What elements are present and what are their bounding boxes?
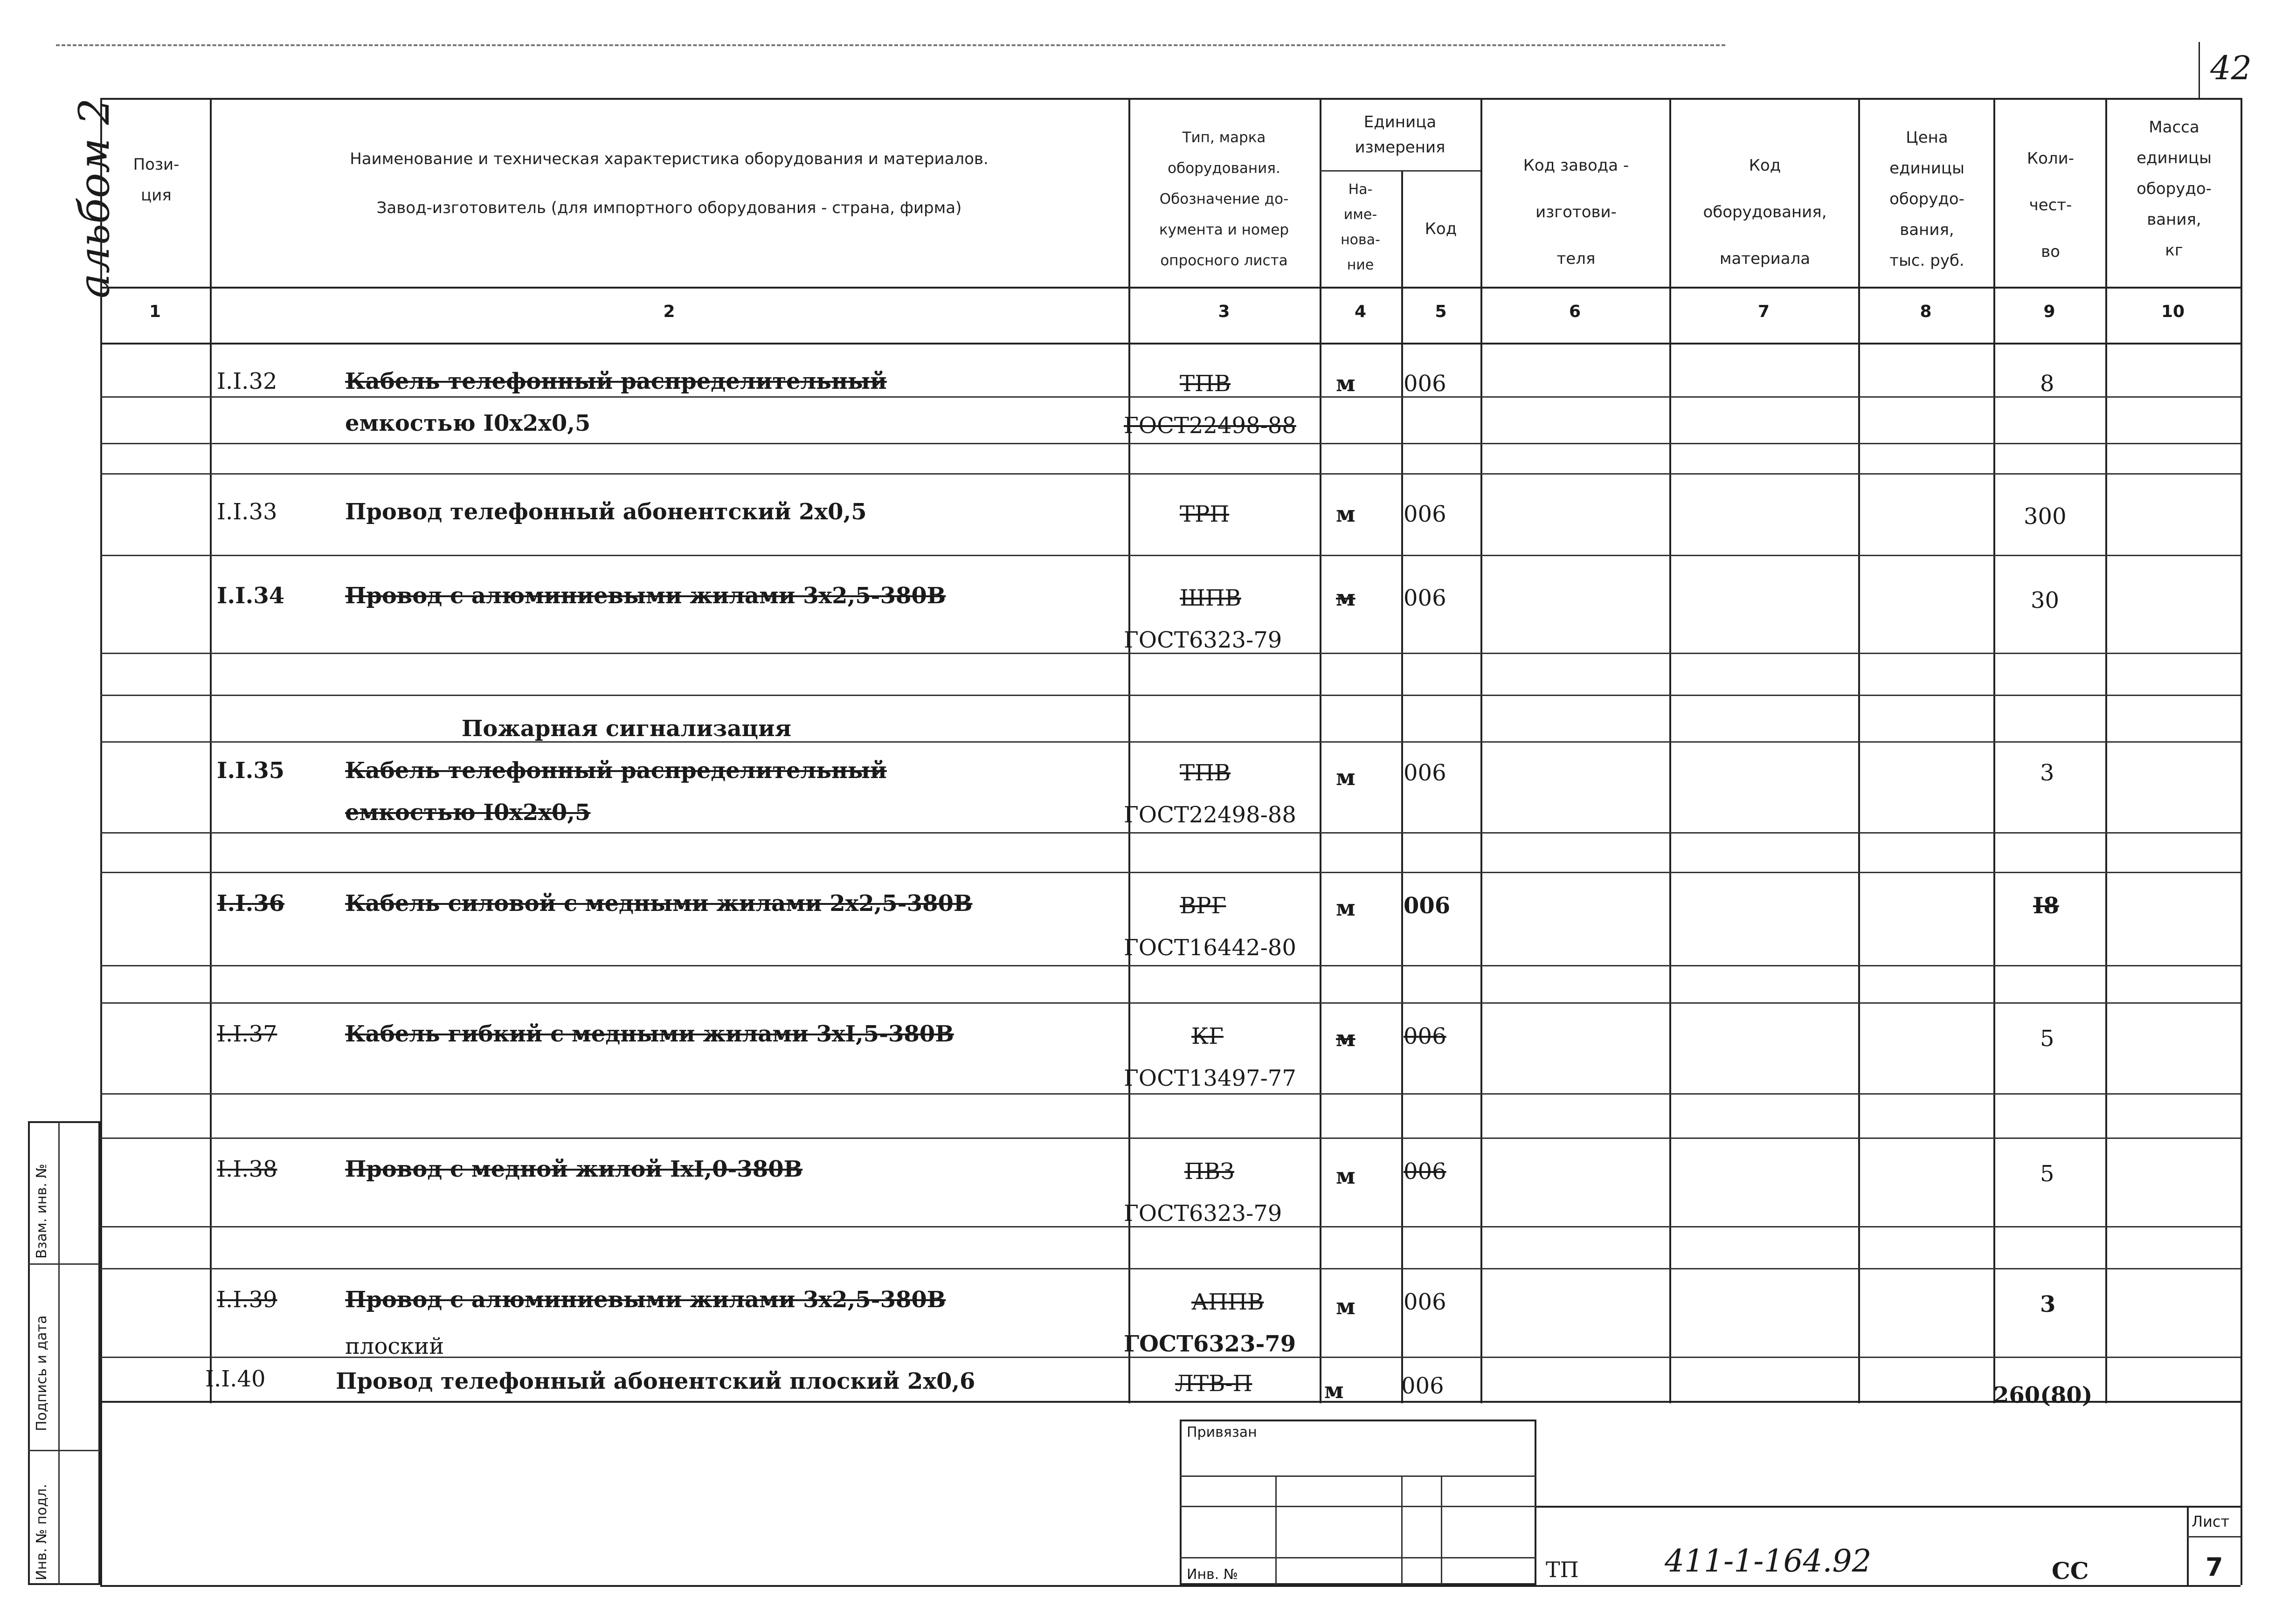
- row-34-qty: 30: [2031, 587, 2060, 613]
- title-block-top: [1536, 1506, 2241, 1508]
- colnum-10: 10: [2161, 302, 2185, 321]
- row-40-unit: м: [1324, 1378, 1344, 1404]
- colnum-bottom: [100, 343, 2241, 345]
- colnum-8: 8: [1920, 302, 1932, 321]
- row-rule: [100, 832, 2241, 834]
- side-stamp-rule: [28, 1450, 100, 1451]
- frame-right: [2241, 98, 2242, 1585]
- colnum-9: 9: [2043, 302, 2055, 321]
- row-34-pos: I.I.34: [217, 583, 285, 609]
- header-unit-name: На- име- нова- ние: [1341, 181, 1380, 273]
- row-rule: [100, 555, 2241, 556]
- table-end-rule: [100, 1401, 2241, 1403]
- stamp-rule: [1180, 1475, 1536, 1477]
- frame-top: [100, 98, 2241, 100]
- unit-subheader-line: [1320, 170, 1480, 172]
- row-32-code: 006: [1404, 371, 1446, 397]
- header-price: Цена единицы оборудо- вания, тыс. руб.: [1889, 128, 1964, 270]
- row-rule: [100, 695, 2241, 696]
- col-line-7: [1858, 98, 1860, 1403]
- row-rule: [100, 473, 2241, 475]
- top-dashed-line: [56, 44, 1725, 46]
- colnum-2: 2: [663, 302, 675, 321]
- row-rule: [100, 872, 2241, 873]
- row-36-type: ВРГ: [1180, 893, 1226, 919]
- row-37-qty: 5: [2040, 1026, 2054, 1052]
- stamp-col: [1441, 1475, 1442, 1585]
- row-32-name2: емкостью I0x2x0,5: [345, 410, 591, 436]
- row-34-code: 006: [1404, 585, 1446, 611]
- row-rule: [100, 965, 2241, 966]
- row-39-code: 006: [1404, 1289, 1446, 1315]
- row-36-gost: ГОСТ16442-80: [1124, 935, 1296, 961]
- row-35-pos: I.I.35: [217, 758, 285, 784]
- row-35-qty: 3: [2040, 760, 2054, 786]
- col-line-8: [1993, 98, 1995, 1403]
- stamp-col: [1401, 1475, 1403, 1585]
- colnum-1: 1: [149, 302, 161, 321]
- row-40-pos: I.I.40: [205, 1366, 266, 1392]
- sheet-number: 7: [2206, 1552, 2223, 1582]
- side-stamp-col: [58, 1121, 60, 1585]
- row-35-unit: м: [1336, 765, 1355, 791]
- row-38-gost: ГОСТ6323-79: [1124, 1200, 1282, 1227]
- header-unit-code: Код: [1425, 220, 1457, 238]
- privyazan-box: [1180, 1420, 1536, 1585]
- row-32-unit: м: [1336, 371, 1355, 397]
- stamp-rule: [1180, 1506, 1536, 1507]
- row-34-name: Провод с алюминиевыми жилами 3x2,5-380В: [345, 583, 946, 609]
- row-33-type: ТРП: [1180, 501, 1230, 527]
- sheet-label: Лист: [2192, 1513, 2230, 1530]
- row-33-qty: 300: [2024, 503, 2067, 530]
- row-33-unit: м: [1336, 501, 1355, 527]
- row-37-unit: м: [1336, 1026, 1355, 1052]
- side-field-podpis: Подпись и дата: [34, 1315, 50, 1431]
- row-rule: [100, 1137, 2241, 1139]
- row-38-name: Провод с медной жилой IxI,0-380В: [345, 1156, 803, 1182]
- row-40-name: Провод телефонный абонентский плоский 2x0,6: [336, 1368, 975, 1394]
- row-rule: [100, 396, 2241, 398]
- header-unit: Единица измерения: [1355, 113, 1445, 157]
- row-36-qty: I8: [2033, 893, 2059, 919]
- doc-prefix: ТП: [1546, 1557, 1579, 1582]
- row-36-pos: I.I.36: [217, 890, 285, 917]
- row-39-name2: плоский: [345, 1333, 444, 1359]
- col-line-3: [1320, 98, 1321, 1403]
- row-rule: [100, 1268, 2241, 1269]
- page-number: 42: [2210, 49, 2252, 87]
- row-35-name2: емкостью I0x2x0,5: [345, 800, 591, 826]
- row-rule: [100, 1093, 2241, 1095]
- row-39-qty: 3: [2040, 1291, 2056, 1317]
- row-37-name: Кабель гибкий с медными жилами 3xI,5-380В: [345, 1021, 954, 1047]
- privyazan-label: Привязан: [1187, 1424, 1257, 1441]
- row-32-pos: I.I.32: [217, 368, 277, 394]
- row-36-name: Кабель силовой с медными жилами 2x2,5-380В: [345, 890, 973, 917]
- section-title: Пожарная сигнализация: [462, 716, 792, 742]
- row-38-type: ПВЗ: [1184, 1158, 1235, 1185]
- row-34-type: ШПВ: [1180, 585, 1241, 611]
- col-line-1: [210, 98, 212, 1403]
- colnum-7: 7: [1757, 302, 1770, 321]
- row-36-unit: м: [1336, 895, 1355, 921]
- row-39-unit: м: [1336, 1294, 1355, 1320]
- doc-number: 411-1-164.92: [1665, 1543, 1872, 1579]
- row-38-code: 006: [1404, 1158, 1446, 1185]
- colnum-3: 3: [1218, 302, 1230, 321]
- header-name-line1: Наименование и техническая характеристика оборудования и материалов.: [350, 150, 989, 168]
- header-bottom: [100, 287, 2241, 289]
- row-37-pos: I.I.37: [217, 1021, 277, 1047]
- row-37-code: 006: [1404, 1023, 1446, 1049]
- frame-bottom: [100, 1585, 2241, 1587]
- row-34-unit: м: [1336, 585, 1355, 611]
- colnum-6: 6: [1569, 302, 1581, 321]
- inv-no-label: Инв. №: [1187, 1566, 1238, 1583]
- row-33-name: Провод телефонный абонентский 2x0,5: [345, 499, 867, 525]
- side-field-inv-podl: Инв. № подл.: [34, 1484, 50, 1580]
- row-32-type: ТПВ: [1180, 371, 1231, 397]
- row-rule: [100, 1002, 2241, 1004]
- row-32-qty: 8: [2040, 371, 2054, 397]
- row-35-code: 006: [1404, 760, 1446, 786]
- row-39-gost: ГОСТ6323-79: [1124, 1331, 1296, 1357]
- header-position: Пози- ция: [133, 155, 180, 205]
- header-factory-code: Код завода - изготови- теля: [1523, 156, 1629, 268]
- row-39-pos: I.I.39: [217, 1287, 277, 1313]
- header-name-line2: Завод-изготовитель (для импортного оборудования - страна, фирма): [376, 199, 962, 217]
- row-37-gost: ГОСТ13497-77: [1124, 1065, 1296, 1091]
- row-38-unit: м: [1336, 1163, 1355, 1189]
- sheet-divider: [2187, 1506, 2189, 1585]
- row-40-code: 006: [1401, 1373, 1444, 1399]
- row-36-code: 006: [1404, 893, 1451, 919]
- col-line-9: [2105, 98, 2107, 1403]
- page-number-divider: [2199, 42, 2200, 98]
- row-32-name: Кабель телефонный распределительный: [345, 368, 887, 394]
- side-note: альбом 2: [70, 98, 119, 298]
- row-35-type: ТПВ: [1180, 760, 1231, 786]
- row-38-pos: I.I.38: [217, 1156, 277, 1182]
- row-34-gost: ГОСТ6323-79: [1124, 627, 1282, 653]
- side-field-vzam: Взам. инв. №: [34, 1164, 50, 1259]
- stamp-col: [1275, 1475, 1277, 1585]
- row-32-gost: ГОСТ22498-88: [1124, 413, 1296, 439]
- doc-suffix: СС: [2052, 1557, 2089, 1585]
- col-line-5: [1480, 98, 1482, 1403]
- header-quantity: Коли- чест- во: [2026, 149, 2075, 261]
- row-37-type: КГ: [1191, 1023, 1224, 1049]
- side-stamp-rule: [28, 1263, 100, 1265]
- row-40-qty: 260(80): [1993, 1382, 2093, 1408]
- row-40-type: ЛТВ-П: [1175, 1371, 1252, 1397]
- row-39-name: Провод с алюминиевыми жилами 3x2,5-380В: [345, 1287, 946, 1313]
- header-type: Тип, марка оборудования. Обозначение до- кумента и номер опросного листа: [1159, 129, 1289, 269]
- header-equipment-code: Код оборудования, материала: [1703, 156, 1827, 268]
- stamp-rule: [1180, 1557, 1536, 1558]
- row-33-code: 006: [1404, 501, 1446, 527]
- row-rule: [100, 443, 2241, 444]
- row-35-name: Кабель телефонный распределительный: [345, 758, 887, 784]
- col-line-4: [1401, 170, 1403, 1403]
- row-rule: [100, 741, 2241, 743]
- colnum-5: 5: [1435, 302, 1447, 321]
- row-38-qty: 5: [2040, 1161, 2054, 1187]
- sheet-rule: [2187, 1536, 2241, 1537]
- col-line-6: [1669, 98, 1671, 1403]
- row-33-pos: I.I.33: [217, 499, 277, 525]
- row-35-gost: ГОСТ22498-88: [1124, 802, 1296, 828]
- row-39-type: АППВ: [1191, 1289, 1264, 1315]
- colnum-4: 4: [1354, 302, 1367, 321]
- header-mass: Масса единицы оборудо- вания, кг: [2137, 118, 2212, 260]
